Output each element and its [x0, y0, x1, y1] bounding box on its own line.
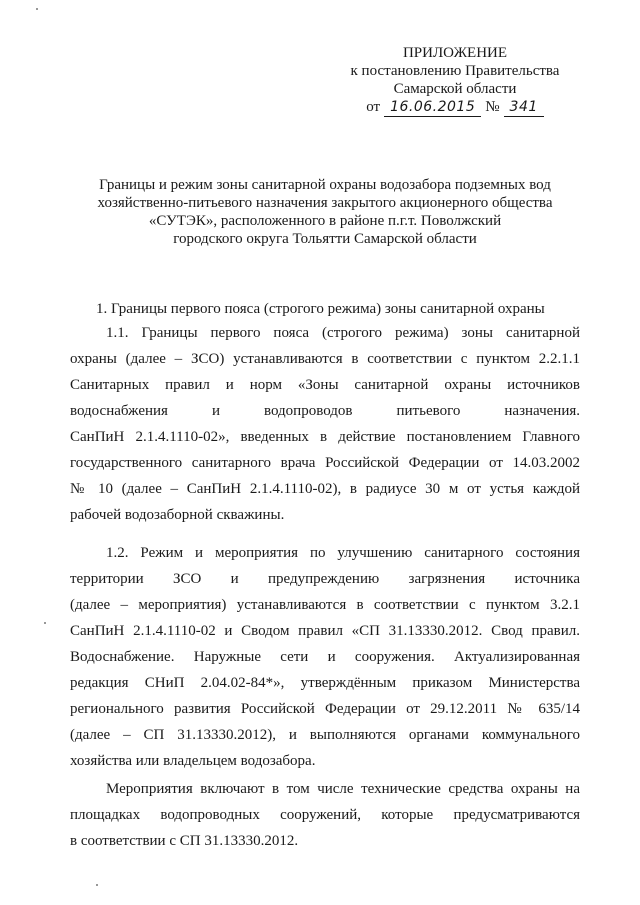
title-line: городского округа Тольятти Самарской области — [173, 231, 477, 247]
paragraph-1-1 — [70, 320, 580, 528]
handwritten-number: 341 — [504, 98, 544, 117]
paragraph-line: государственного санитарного врача Российской Федерации от 14.03.2002 — [70, 455, 580, 471]
paragraph-line: редакция СНиП 2.04.02-84*», утверждённым приказом Министерства — [70, 675, 580, 691]
number-label: № — [485, 99, 500, 115]
title-line: «СУТЭК», расположенного в районе п.г.т. Поволжский — [148, 213, 502, 229]
scan-speck — [44, 622, 46, 624]
paragraph-line: в соответствии с СП 31.13330.2012. — [70, 833, 299, 849]
paragraph-line: Санитарных правил и норм «Зоны санитарной охраны источников — [70, 377, 580, 393]
paragraph-line: регионального развития Российской Федерации от 29.12.2011 № 635/14 — [70, 701, 580, 717]
paragraph-1-2 — [70, 540, 580, 774]
paragraph-line: водоснабжения и водопроводов питьевого назначения. — [70, 403, 580, 419]
handwritten-date: 16.06.2015 — [384, 98, 481, 117]
scan-speck — [96, 884, 98, 886]
paragraph-measures — [70, 776, 580, 854]
paragraph-line: территории ЗСО и предупреждению загрязнения источника — [70, 571, 580, 587]
title-line: хозяйственно-питьевого назначения закрытого акционерного общества — [97, 195, 553, 211]
paragraph-line: № 10 (далее – СанПиН 2.1.4.1110-02), в радиусе 30 м от устья каждой — [70, 481, 580, 497]
paragraph-line: СанПиН 2.1.4.1110-02 и Сводом правил «СП 31.13330.2012. Свод правил. — [70, 623, 580, 639]
scan-speck — [36, 8, 38, 10]
paragraph-line: 1.2. Режим и мероприятия по улучшению санитарного состояния — [106, 545, 580, 561]
paragraph-line: хозяйства или владельцем водозабора. — [70, 753, 316, 769]
resolution-reference: к постановлению Правительства — [350, 63, 560, 79]
title-line: Границы и режим зоны санитарной охраны водозабора подземных вод — [99, 177, 551, 193]
appendix-label: ПРИЛОЖЕНИЕ — [402, 45, 508, 61]
paragraph-line: площадках водопроводных сооружений, которые предусматриваются — [70, 807, 580, 823]
paragraph-line: рабочей водозаборной скважины. — [70, 507, 285, 523]
date-number-line — [330, 98, 580, 117]
paragraph-line: (далее – мероприятия) устанавливаются в соответствии с пунктом 3.2.1 — [70, 597, 580, 613]
section-1-heading: 1. Границы первого пояса (строгого режима) зоны санитарной охраны — [96, 301, 545, 317]
paragraph-line: охраны (далее – ЗСО) устанавливаются в соответствии с пунктом 2.2.1.1 — [70, 351, 580, 367]
paragraph-line: Водоснабжение. Наружные сети и сооружения. Актуализированная — [70, 649, 580, 665]
from-label: от — [366, 99, 381, 115]
paragraph-line: Мероприятия включают в том числе технические средства охраны на — [106, 781, 580, 797]
document-title — [70, 176, 580, 248]
paragraph-line: 1.1. Границы первого пояса (строгого режима) зоны санитарной — [106, 325, 580, 341]
region-name: Самарской области — [393, 81, 517, 97]
appendix-header — [330, 44, 580, 117]
paragraph-line: (далее – СП 31.13330.2012), и выполняются органами коммунального — [70, 727, 580, 743]
paragraph-line: СанПиН 2.1.4.1110-02», введенных в действие постановлением Главного — [70, 429, 580, 445]
